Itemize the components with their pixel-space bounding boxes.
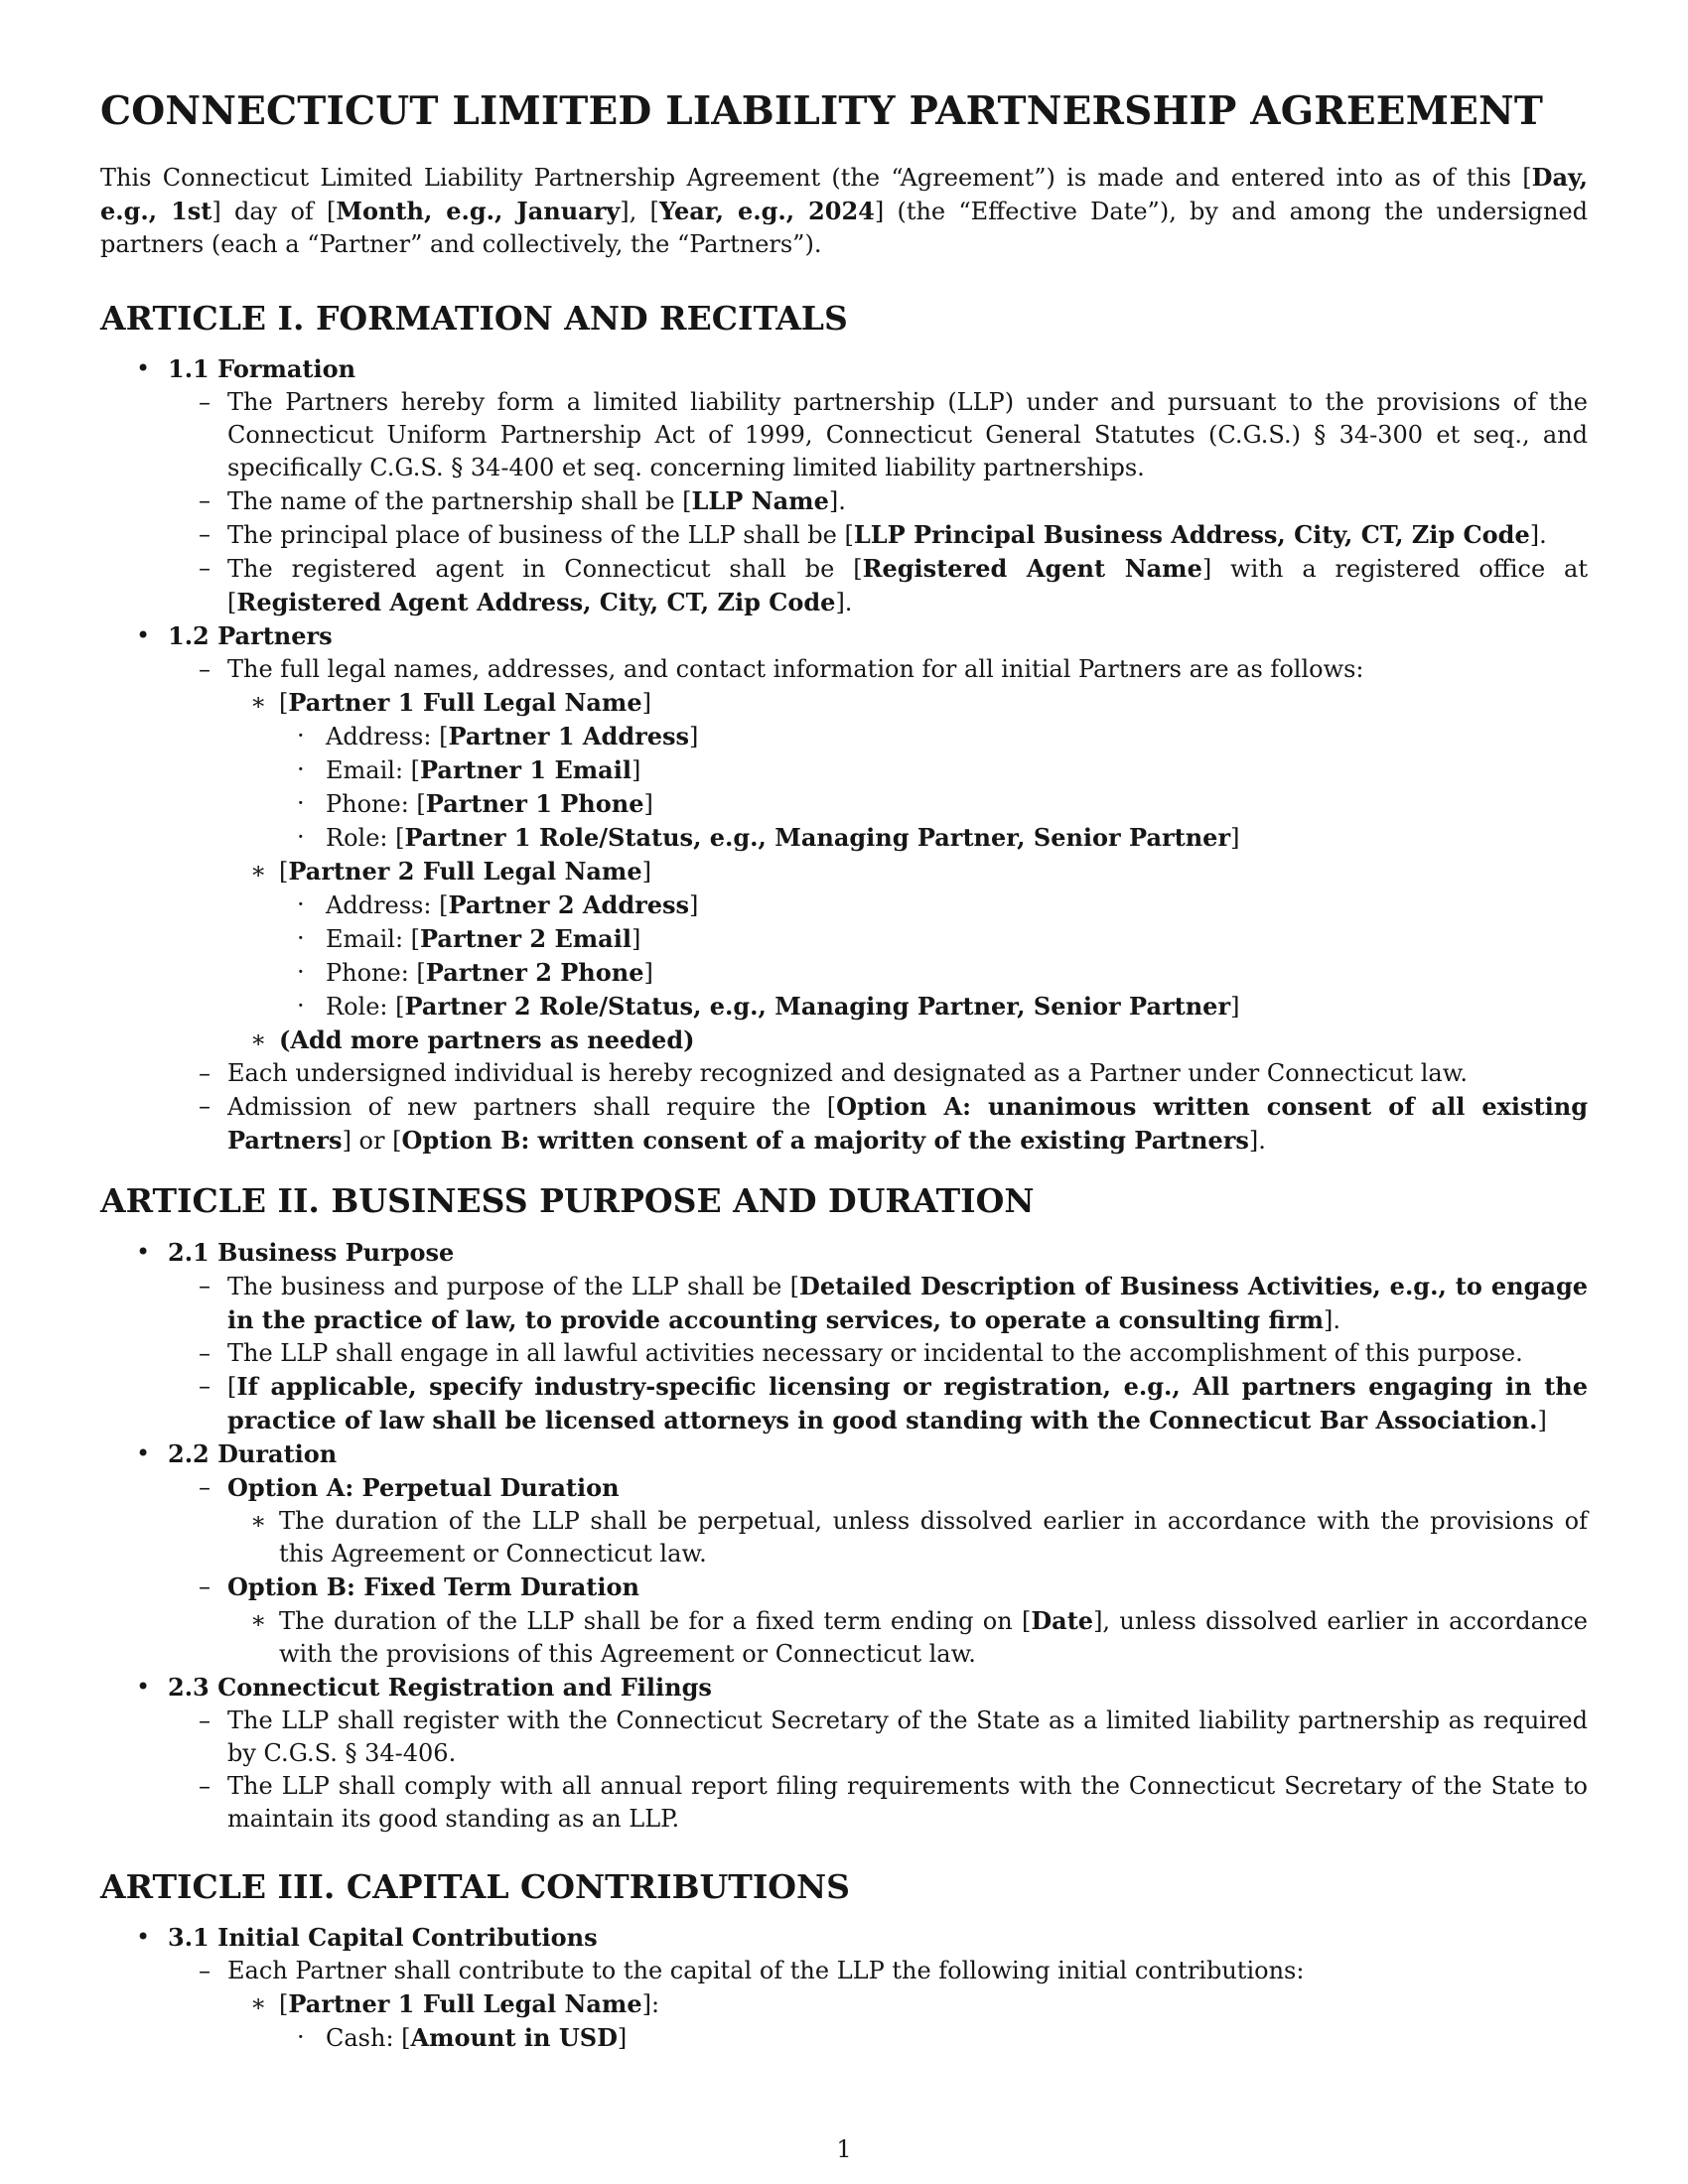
- list-marker: ·: [297, 992, 305, 1020]
- text-run: ]: [689, 891, 699, 919]
- list-item-text: [168, 1671, 1588, 1705]
- text-run: Email: [: [326, 925, 421, 953]
- list-item-text: [279, 1505, 1588, 1570]
- placeholder-field: 1.2 Partners: [168, 621, 333, 650]
- text-run: Role: [: [326, 993, 405, 1021]
- text-run: The duration of the LLP shall be perpetual, unless dissolved earlier in accordance with the provisions of this Agreement or Connecticut law.: [279, 1507, 1588, 1568]
- text-run: The LLP shall register with the Connecticut Secretary of the State as a limited liability partnership as required by C.G.S. § 34-406.: [227, 1706, 1588, 1767]
- list-item: [100, 386, 1588, 484]
- list-marker: ∗: [250, 1507, 267, 1535]
- text-run: ].: [835, 589, 853, 616]
- text-run: ]: [1537, 1407, 1547, 1434]
- text-run: Each undersigned individual is hereby recognized and designated as a Partner under Connecticut law.: [227, 1059, 1469, 1087]
- text-run: ].: [1324, 1306, 1341, 1334]
- list-marker: –: [199, 1339, 211, 1367]
- list-item-text: [326, 888, 1588, 922]
- list-item: [100, 2021, 1588, 2055]
- list-item: [100, 720, 1588, 753]
- list-item-text: [168, 1921, 1588, 1955]
- placeholder-field: 2.1 Business Purpose: [168, 1238, 455, 1267]
- list-marker: ·: [297, 722, 305, 750]
- list-item-text: [227, 484, 1588, 518]
- text-run: [: [227, 1373, 237, 1401]
- placeholder-field: Day, e.g., 1st: [100, 163, 1588, 225]
- list-item-text: [279, 686, 1588, 720]
- text-run: ]: [641, 689, 651, 717]
- list-marker: –: [199, 1372, 211, 1400]
- text-run: The Partners hereby form a limited liability partnership (LLP) under and pursuant to the provisions of the Connecticut Uniform Partnership Act of 1999, Connecticut General Statutes (C.G.S.) § 34-300 et seq., and specifically C.G.S. § 34-400 et seq. concerning limited liability partnerships.: [227, 388, 1588, 481]
- list-item-text: [227, 1090, 1588, 1158]
- intro-paragraph: [100, 161, 1588, 261]
- list-marker: ∗: [250, 1989, 267, 2017]
- list-marker: –: [199, 1059, 211, 1087]
- placeholder-field: (Add more partners as needed): [279, 1025, 695, 1054]
- list-item: [100, 990, 1588, 1024]
- article-1-heading: ARTICLE I. FORMATION AND RECITALS: [100, 299, 848, 338]
- list-item-text: [227, 386, 1588, 484]
- placeholder-field: Detailed Description of Business Activities, e.g., to engage in the practice of law, to provide accounting services, to operate a consulting firm: [227, 1272, 1588, 1334]
- placeholder-field: Partner 1 Full Legal Name: [288, 688, 642, 717]
- text-run: ] or [: [342, 1127, 402, 1155]
- list-item: [100, 484, 1588, 518]
- placeholder-field: 3.1 Initial Capital Contributions: [168, 1923, 598, 1952]
- text-run: [: [279, 689, 289, 717]
- list-marker: ·: [297, 958, 305, 986]
- text-run: ]: [1230, 993, 1240, 1021]
- list-item: [100, 1921, 1588, 1955]
- text-run: ]: [631, 756, 641, 784]
- list-marker: ·: [297, 789, 305, 817]
- list-item: [100, 1236, 1588, 1270]
- list-item-text: [279, 1604, 1588, 1671]
- list-item-text: [227, 1471, 1588, 1505]
- text-run: [: [279, 1990, 289, 2018]
- text-run: ]:: [641, 1990, 660, 2018]
- list-item: [100, 1337, 1588, 1370]
- list-item-text: [168, 1437, 1588, 1471]
- text-run: The duration of the LLP shall be for a fixed term ending on [: [279, 1607, 1032, 1635]
- document-title: CONNECTICUT LIMITED LIABILITY PARTNERSHIP AGREEMENT: [100, 88, 1544, 134]
- text-run: [: [279, 858, 289, 886]
- placeholder-field: Partner 2 Role/Status, e.g., Managing Partner, Senior Partner: [404, 992, 1231, 1021]
- list-item-text: [326, 753, 1588, 787]
- list-marker: •: [136, 1238, 151, 1266]
- list-item-text: [227, 1270, 1588, 1337]
- list-marker: •: [136, 1439, 151, 1467]
- text-run: Phone: [: [326, 959, 426, 987]
- list-item: [100, 686, 1588, 720]
- placeholder-field: Partner 1 Phone: [425, 789, 644, 818]
- list-marker: –: [199, 520, 211, 548]
- list-marker: –: [199, 1272, 211, 1299]
- text-run: ]: [1230, 824, 1240, 852]
- list-marker: –: [199, 1473, 211, 1501]
- text-run: The LLP shall comply with all annual report filing requirements with the Connecticut Secretary of the State to maintain its good standing as an LLP.: [227, 1772, 1588, 1833]
- list-marker: –: [199, 486, 211, 514]
- placeholder-field: LLP Name: [691, 486, 829, 515]
- placeholder-field: Month, e.g., January: [336, 197, 621, 225]
- list-item: [100, 753, 1588, 787]
- placeholder-field: Registered Agent Name: [862, 554, 1202, 583]
- text-run: The registered agent in Connecticut shall be [: [227, 555, 863, 583]
- list-item-text: [279, 1024, 1588, 1057]
- placeholder-field: 1.1 Formation: [168, 354, 356, 383]
- text-run: ], [: [620, 198, 659, 225]
- placeholder-field: Year, e.g., 2024: [658, 197, 875, 225]
- list-item: [100, 1505, 1588, 1570]
- list-marker: •: [136, 354, 151, 382]
- list-item: [100, 1955, 1588, 1987]
- list-marker: –: [199, 1092, 211, 1120]
- list-item: [100, 888, 1588, 922]
- list-marker: ·: [297, 890, 305, 918]
- list-item-text: [227, 1570, 1588, 1604]
- list-item: [100, 552, 1588, 619]
- placeholder-field: Date: [1031, 1606, 1094, 1635]
- text-run: Phone: [: [326, 790, 426, 818]
- list-item: [100, 1090, 1588, 1158]
- text-run: ] (the “Effective Date”), by and among the undersigned partners (each a “Partner” and collectively, the “Partners”).: [100, 198, 1589, 258]
- list-marker: ·: [297, 924, 305, 952]
- placeholder-field: Partner 2 Phone: [425, 958, 644, 987]
- list-item-text: [326, 787, 1588, 821]
- list-marker: •: [136, 1923, 151, 1951]
- list-item: [100, 922, 1588, 956]
- placeholder-field: 2.3 Connecticut Registration and Filings: [168, 1673, 712, 1702]
- list-item: [100, 787, 1588, 821]
- list-marker: –: [199, 1706, 211, 1734]
- list-item-text: [168, 619, 1588, 653]
- list-marker: –: [199, 1957, 211, 1984]
- list-marker: ·: [297, 2023, 305, 2051]
- placeholder-field: Partner 1 Role/Status, e.g., Managing Partner, Senior Partner: [404, 823, 1231, 852]
- text-run: Cash: [: [326, 2024, 411, 2052]
- list-item: [100, 1604, 1588, 1671]
- list-item-text: [227, 1955, 1588, 1987]
- list-item: [100, 1370, 1588, 1437]
- list-item-text: [227, 518, 1588, 552]
- list-item: [100, 1570, 1588, 1604]
- text-run: Email: [: [326, 756, 421, 784]
- placeholder-field: Amount in USD: [410, 2023, 618, 2052]
- list-item-text: [227, 1337, 1588, 1370]
- placeholder-field: If applicable, specify industry-specific licensing or registration, e.g., All partners engaging in the practice of law shall be licensed attorneys in good standing with the Connecticut Bar Association.: [227, 1372, 1588, 1434]
- list-item-text: [326, 2021, 1588, 2055]
- placeholder-field: Partner 2 Address: [448, 890, 690, 919]
- text-run: The business and purpose of the LLP shall be [: [227, 1273, 799, 1300]
- list-marker: •: [136, 1673, 151, 1701]
- article-3-heading: ARTICLE III. CAPITAL CONTRIBUTIONS: [100, 1867, 851, 1906]
- page-number: 1: [836, 2135, 852, 2163]
- text-run: ] day of [: [211, 198, 337, 225]
- text-run: ] with a registered office at [: [227, 555, 1588, 616]
- text-run: ].: [828, 487, 846, 515]
- text-run: Each Partner shall contribute to the capital of the LLP the following initial contributions:: [227, 1957, 1305, 1984]
- list-item-text: [326, 922, 1588, 956]
- list-item: [100, 1987, 1588, 2021]
- list-item-text: [326, 720, 1588, 753]
- list-item: [100, 1471, 1588, 1505]
- text-run: The principal place of business of the LLP shall be [: [227, 521, 854, 549]
- list-item-text: [168, 1236, 1588, 1270]
- list-item: [100, 821, 1588, 855]
- placeholder-field: Partner 2 Full Legal Name: [288, 857, 642, 886]
- list-item-text: [227, 1370, 1588, 1437]
- placeholder-field: Partner 1 Email: [420, 755, 632, 784]
- list-marker: •: [136, 621, 151, 649]
- placeholder-field: Registered Agent Address, City, CT, Zip Code: [236, 588, 836, 616]
- text-run: ]: [631, 925, 641, 953]
- list-item-text: [227, 1770, 1588, 1836]
- list-item-text: [227, 1705, 1588, 1770]
- placeholder-field: 2.2 Duration: [168, 1439, 338, 1468]
- list-item: [100, 855, 1588, 888]
- list-item: [100, 518, 1588, 552]
- list-item-text: [326, 821, 1588, 855]
- placeholder-field: Partner 1 Full Legal Name: [288, 1989, 642, 2018]
- list-item-text: [326, 956, 1588, 990]
- placeholder-field: Partner 2 Email: [420, 924, 632, 953]
- list-item-text: [279, 1987, 1588, 2021]
- list-item: [100, 653, 1588, 686]
- list-marker: –: [199, 1572, 211, 1600]
- list-item: [100, 1437, 1588, 1471]
- text-run: Role: [: [326, 824, 405, 852]
- article-3-body: [100, 1921, 1588, 2055]
- text-run: ]: [643, 959, 653, 987]
- list-item-text: [279, 855, 1588, 888]
- text-run: ], unless dissolved earlier in accordance with the provisions of this Agreement or Connecticut law.: [279, 1607, 1589, 1668]
- text-run: Address: [: [326, 891, 449, 919]
- list-item-text: [168, 352, 1588, 386]
- list-item: [100, 956, 1588, 990]
- list-item: [100, 1057, 1588, 1090]
- placeholder-field: Partner 1 Address: [448, 722, 690, 751]
- article-2-body: [100, 1236, 1588, 1836]
- list-marker: –: [199, 655, 211, 683]
- list-item-text: [227, 1057, 1588, 1090]
- text-run: Address: [: [326, 723, 449, 751]
- list-item-text: [227, 552, 1588, 619]
- list-item: [100, 619, 1588, 653]
- text-run: The name of the partnership shall be [: [227, 487, 692, 515]
- text-run: The full legal names, addresses, and contact information for all initial Partners are as follows:: [227, 655, 1364, 683]
- list-marker: ∗: [250, 1025, 267, 1053]
- text-run: ].: [1248, 1127, 1266, 1155]
- list-item: [100, 1770, 1588, 1836]
- list-item-text: [326, 990, 1588, 1024]
- article-1-body: [100, 352, 1588, 1158]
- article-2-heading: ARTICLE II. BUSINESS PURPOSE AND DURATION: [100, 1181, 1035, 1220]
- placeholder-field: LLP Principal Business Address, City, CT, Zip Code: [853, 520, 1530, 549]
- list-item: [100, 352, 1588, 386]
- text-run: ]: [617, 2024, 628, 2052]
- text-run: This Connecticut Limited Liability Partnership Agreement (the “Agreement”) is made and entered into as of this [: [100, 164, 1532, 192]
- list-item: [100, 1270, 1588, 1337]
- list-marker: –: [199, 388, 211, 416]
- placeholder-field: Option B: Fixed Term Duration: [227, 1572, 639, 1601]
- list-item: [100, 1705, 1588, 1770]
- text-run: The LLP shall engage in all lawful activities necessary or incidental to the accomplishment of this purpose.: [227, 1339, 1523, 1367]
- placeholder-field: Option B: written consent of a majority of the existing Partners: [401, 1126, 1249, 1155]
- list-marker: –: [199, 554, 211, 582]
- list-item-text: [227, 653, 1588, 686]
- list-item: [100, 1671, 1588, 1705]
- placeholder-field: Option A: unanimous written consent of all existing Partners: [227, 1092, 1588, 1155]
- text-run: ]: [689, 723, 699, 751]
- text-run: ]: [643, 790, 653, 818]
- text-run: ].: [1529, 521, 1547, 549]
- list-marker: ∗: [250, 857, 267, 885]
- list-marker: ∗: [250, 688, 267, 716]
- list-marker: ·: [297, 823, 305, 851]
- list-marker: ∗: [250, 1606, 267, 1634]
- text-run: Admission of new partners shall require the [: [227, 1093, 837, 1121]
- text-run: ]: [641, 858, 651, 886]
- list-marker: –: [199, 1772, 211, 1800]
- list-marker: ·: [297, 755, 305, 783]
- list-item: [100, 1024, 1588, 1057]
- placeholder-field: Option A: Perpetual Duration: [227, 1473, 620, 1502]
